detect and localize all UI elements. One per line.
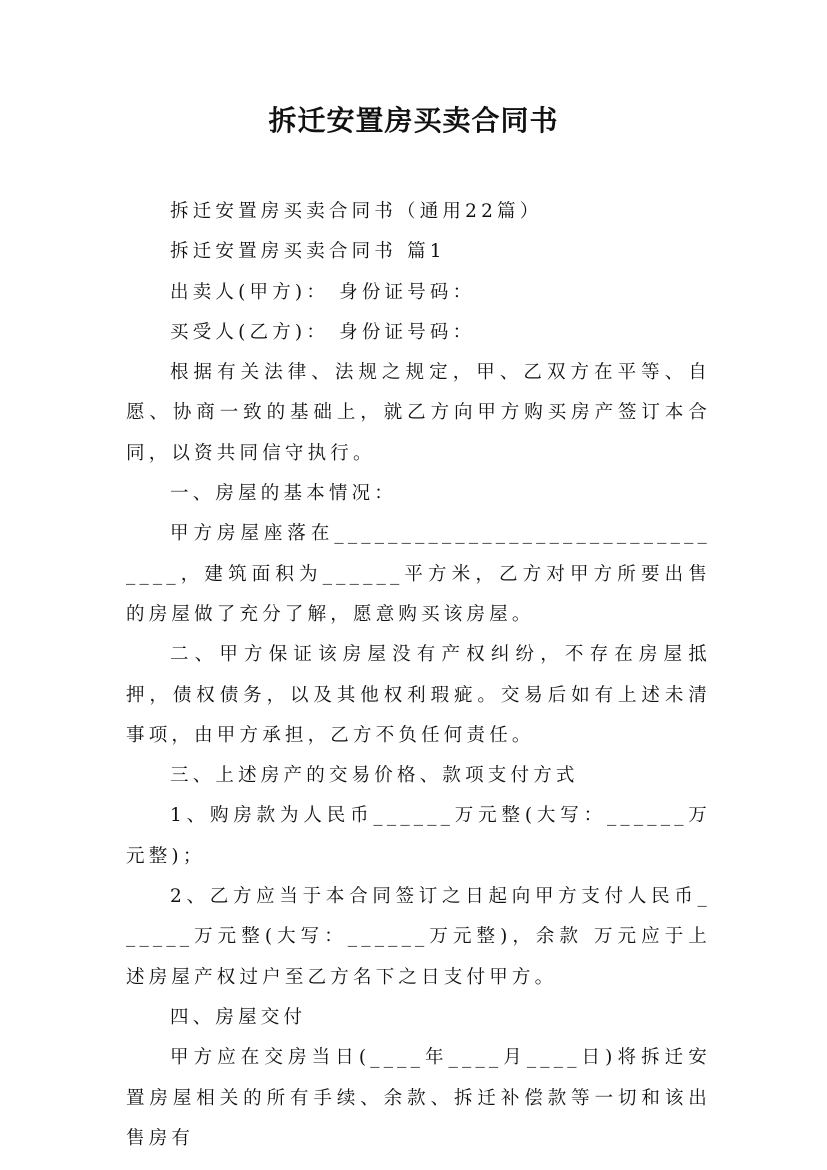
paragraph-payment-1: 1、购房款为人民币______万元整(大写：______万元整)； xyxy=(126,805,711,867)
paragraph-heading-collection: 拆迁安置房买卖合同书（通用22篇） xyxy=(170,201,543,222)
document-title: 拆迁安置房买卖合同书 xyxy=(268,104,559,137)
paragraph-section-2: 二、甲方保证该房屋没有产权纠纷，不存在房屋抵押，债权债务，以及其他权利瑕疵。交易后如有上述未清事项，由甲方承担，乙方不负任何责任。 xyxy=(126,644,711,746)
paragraph-preamble: 根据有关法律、法规之规定，甲、乙双方在平等、自愿、协商一致的基础上，就乙方向甲方购买房产签订本合同，以资共同信守执行。 xyxy=(126,362,711,464)
paragraph-article-label: 拆迁安置房买卖合同书 篇1 xyxy=(170,241,446,263)
paragraph-buyer: 买受人(乙方)： 身份证号码： xyxy=(170,321,476,343)
paragraph-seller: 出卖人(甲方)： 身份证号码： xyxy=(170,281,476,303)
paragraph-property-location: 甲方房屋座落在________________________________，建筑面积为______平方米，乙方对甲方所要出售的房屋做了充分了解，愿意购买该房屋。 xyxy=(126,523,711,625)
document-body xyxy=(126,192,711,1159)
paragraph-section-3-heading: 三、上述房产的交易价格、款项支付方式 xyxy=(170,765,579,787)
paragraph-delivery: 甲方应在交房当日(____年____月____日)将拆迁安置房屋相关的所有手续、余款、拆迁补偿款等一切和该出售房有 xyxy=(126,1047,711,1149)
paragraph-section-4-heading: 四、房屋交付 xyxy=(170,1006,307,1028)
paragraph-section-1-heading: 一、房屋的基本情况： xyxy=(170,483,398,505)
paragraph-payment-2: 2、乙方应当于本合同签订之日起向甲方支付人民币______万元整(大写：______万元整)，余款 万元应于上述房屋产权过户至乙方名下之日支付甲方。 xyxy=(126,886,711,988)
